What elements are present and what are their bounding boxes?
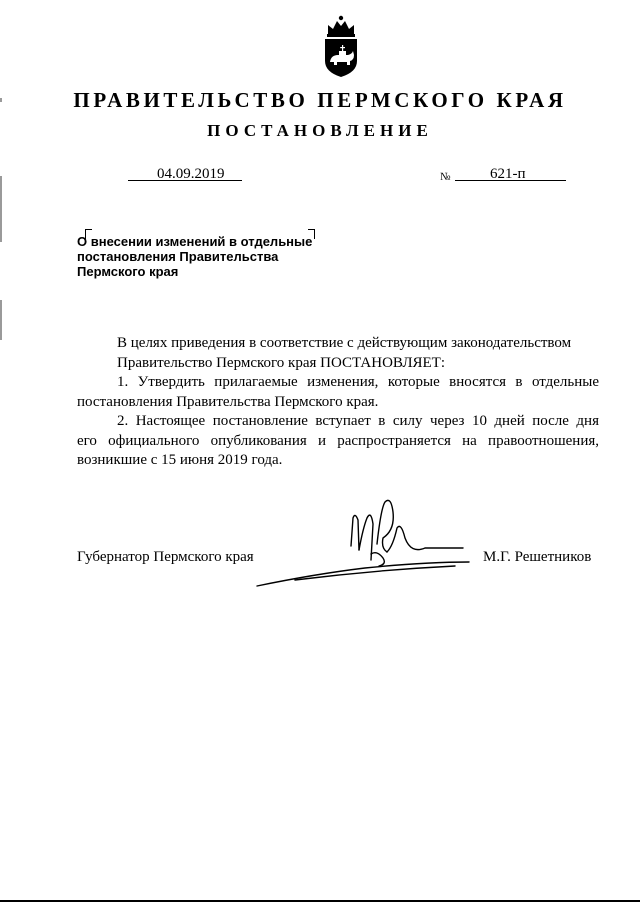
subject-line: постановления Правительства xyxy=(77,249,279,264)
number-sign: № xyxy=(440,171,451,183)
preamble-line: Правительство Пермского края ПОСТАНОВЛЯЕТ: xyxy=(117,354,446,371)
scan-mark xyxy=(0,300,2,340)
subject-line: О внесении изменений в отдельные xyxy=(77,234,313,249)
subject-line: Пермского края xyxy=(77,264,179,279)
page-bottom-edge xyxy=(0,900,640,902)
coat-of-arms-icon xyxy=(321,14,361,78)
item-2-line: возникшие с 15 июня 2019 года. xyxy=(77,452,283,468)
item-2-line: 2. Настоящее постановление вступает в силу через 10 дней после дня xyxy=(117,413,599,429)
signatory-name: М.Г. Решетников xyxy=(483,549,592,565)
document-type: ПОСТАНОВЛЕНИЕ xyxy=(207,121,433,140)
document-number: 621-п xyxy=(490,166,526,182)
handwritten-signature xyxy=(255,488,475,588)
organization-title: ПРАВИТЕЛЬСТВО ПЕРМСКОГО КРАЯ xyxy=(73,88,567,112)
document-date: 04.09.2019 xyxy=(157,166,225,182)
document-body xyxy=(77,334,599,471)
item-1-line: постановления Правительства Пермского края. xyxy=(77,393,379,410)
item-2-line: его официального опубликования и распространяется на правоотношения, xyxy=(77,432,599,449)
preamble-line: В целях приведения в соответствие с действующим законодательством xyxy=(117,335,572,351)
item-1-line: 1. Утвердить прилагаемые изменения, которые вносятся в отдельные xyxy=(117,374,599,390)
document-subject xyxy=(77,234,347,279)
scan-mark xyxy=(0,176,2,242)
signatory-position: Губернатор Пермского края xyxy=(77,549,254,565)
